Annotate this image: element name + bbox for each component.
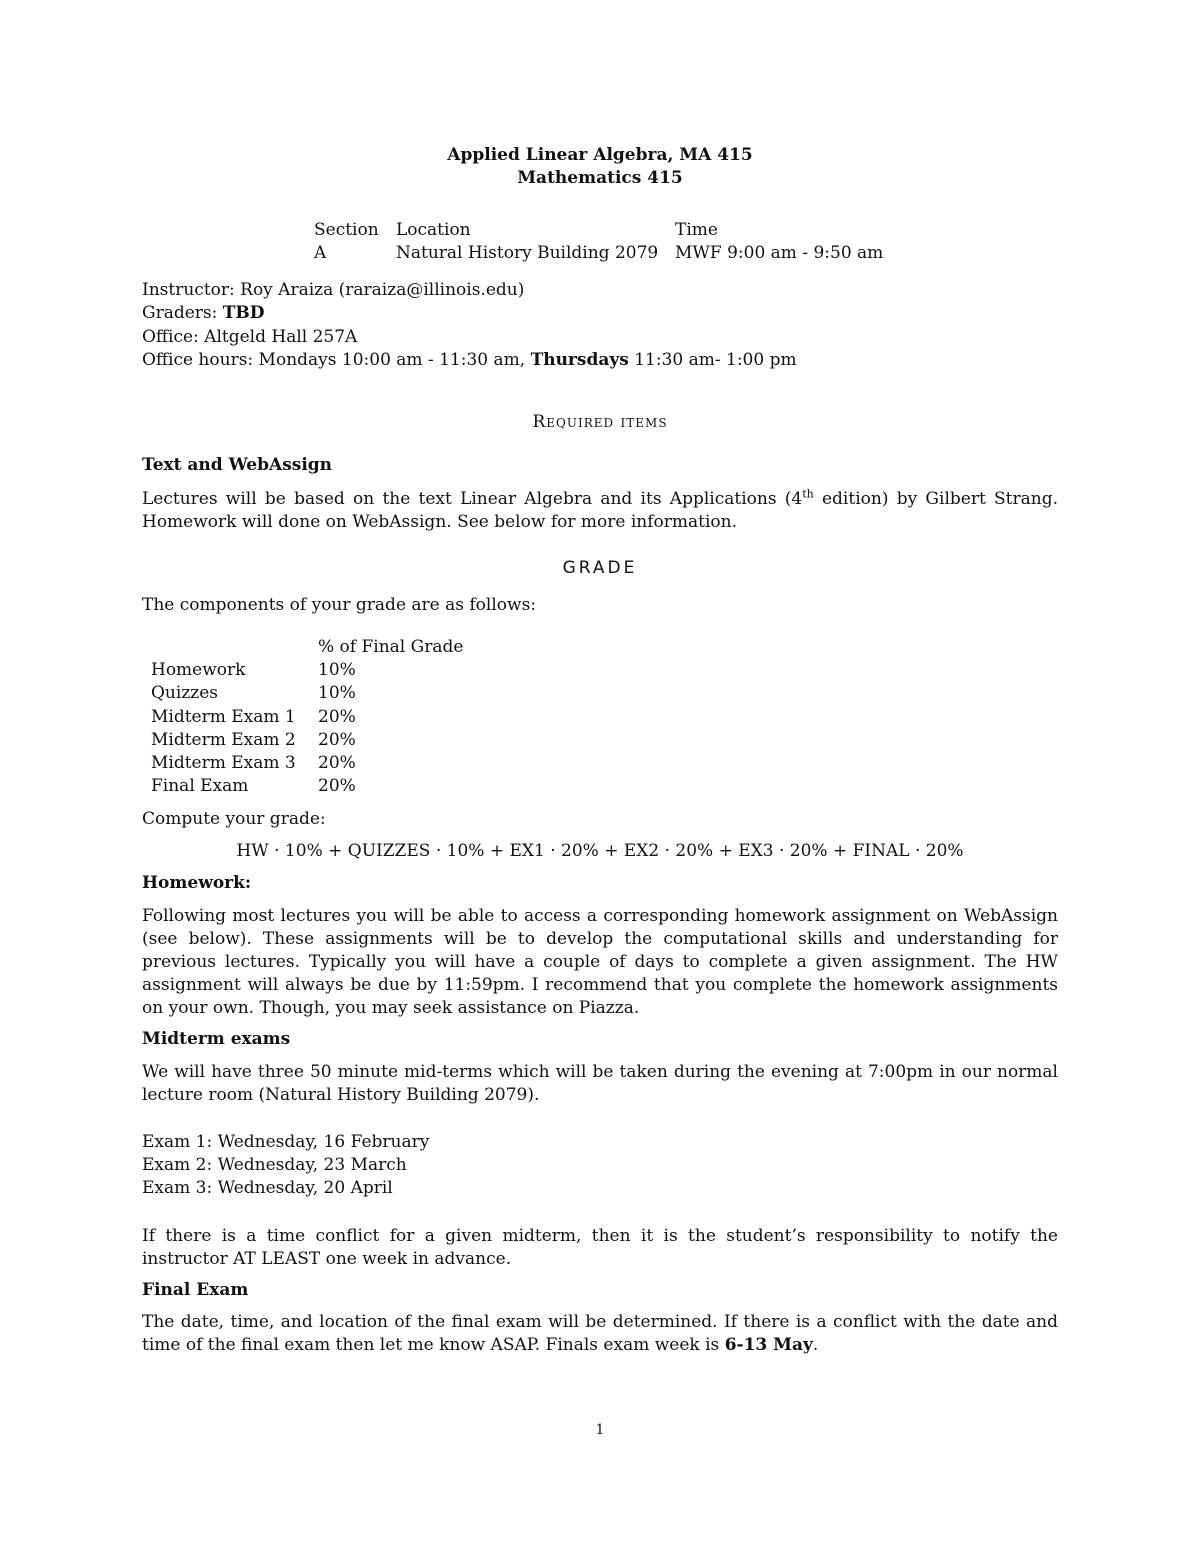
compute-grade-label: Compute your grade: xyxy=(142,809,326,829)
grade-row-value: 20% xyxy=(318,776,356,796)
graders-line xyxy=(142,303,265,323)
graders-value: TBD xyxy=(222,303,265,323)
text-para-part1: Lectures will be based on the text Linear Algebra and its Applications (4 xyxy=(142,489,803,509)
edition-superscript: th xyxy=(802,487,814,501)
midterm-conflict-paragraph: If there is a time conflict for a given midterm, then it is the student’s responsibility to notify the instructor AT LEAST one week in advance. xyxy=(142,1226,1058,1269)
grade-row-value: 10% xyxy=(318,683,356,703)
final-exam-end: . xyxy=(812,1335,819,1355)
exam-date-item: Exam 3: Wednesday, 20 April xyxy=(142,1178,393,1198)
grade-row-label: Final Exam xyxy=(151,776,249,796)
grade-row-value: 20% xyxy=(318,730,356,750)
office-hours-prefix: Office hours: Mondays 10:00 am - 11:30 am, xyxy=(142,350,531,370)
exam-date-item: Exam 2: Wednesday, 23 March xyxy=(142,1155,407,1175)
location-value: Natural History Building 2079 xyxy=(396,243,659,263)
midterm-paragraph: We will have three 50 minute mid-terms which will be taken during the evening at 7:00pm in our normal lecture room (Natural History Building 2079). xyxy=(142,1062,1058,1105)
section-value: A xyxy=(314,243,327,263)
location-header: Location xyxy=(396,220,471,240)
exam-date-item: Exam 1: Wednesday, 16 February xyxy=(142,1132,430,1152)
grade-heading: GRADE xyxy=(562,558,638,578)
grade-row-label: Midterm Exam 3 xyxy=(151,753,296,773)
required-items-heading: Required items xyxy=(532,412,668,432)
graders-label: Graders: xyxy=(142,303,223,323)
document-subtitle: Mathematics 415 xyxy=(517,168,683,188)
grade-row-value: 10% xyxy=(318,660,356,680)
time-header: Time xyxy=(675,220,718,240)
final-exam-text: The date, time, and location of the final exam will be determined. If there is a conflict with the date and time of the final exam then let me know ASAP. Finals exam week is xyxy=(142,1312,1058,1355)
final-exam-paragraph xyxy=(142,1311,1058,1357)
text-para-part2: edition) by Gilbert Strang. Homework will done on WebAssign. See below for more information. xyxy=(142,489,1058,532)
grade-row-label: Quizzes xyxy=(151,683,219,703)
midterm-heading: Midterm exams xyxy=(142,1029,291,1049)
homework-heading: Homework: xyxy=(142,873,252,893)
office-hours-thursday: Thursdays xyxy=(530,350,629,370)
section-header: Section xyxy=(314,220,379,240)
office-hours-suffix: 11:30 am- 1:00 pm xyxy=(628,350,797,370)
grade-row-value: 20% xyxy=(318,707,356,727)
document-title: Applied Linear Algebra, MA 415 xyxy=(447,145,753,165)
grade-row-value: 20% xyxy=(318,753,356,773)
page-number: 1 xyxy=(595,1422,605,1438)
grade-intro: The components of your grade are as follows: xyxy=(142,595,537,615)
grade-row-label: Midterm Exam 1 xyxy=(151,707,296,727)
grade-row-label: Homework xyxy=(151,660,246,680)
final-exam-heading: Final Exam xyxy=(142,1280,249,1300)
grade-formula: HW · 10% + QUIZZES · 10% + EX1 · 20% + EX2 · 20% + EX3 · 20% + FINAL · 20% xyxy=(236,841,964,861)
office-line: Office: Altgeld Hall 257A xyxy=(142,327,358,347)
text-webassign-paragraph xyxy=(142,488,1058,534)
grade-table-header: % of Final Grade xyxy=(318,637,464,657)
homework-paragraph: Following most lectures you will be able to access a corresponding homework assignment on WebAssign (see below). These assignments will be to develop the computational skills and understanding for previous lectures. Typically you will have a couple of days to complete a given assignment. The HW assignment will always be due by 11:59pm. I recommend that you complete the homework assignments on your own. Though, you may seek assistance on Piazza. xyxy=(142,906,1058,1018)
office-hours-line xyxy=(142,350,797,370)
time-value: MWF 9:00 am - 9:50 am xyxy=(675,243,884,263)
instructor-line: Instructor: Roy Araiza (raraiza@illinois.edu) xyxy=(142,280,525,300)
finals-week-dates: 6-13 May xyxy=(724,1335,813,1355)
grade-row-label: Midterm Exam 2 xyxy=(151,730,296,750)
text-webassign-heading: Text and WebAssign xyxy=(142,455,333,475)
